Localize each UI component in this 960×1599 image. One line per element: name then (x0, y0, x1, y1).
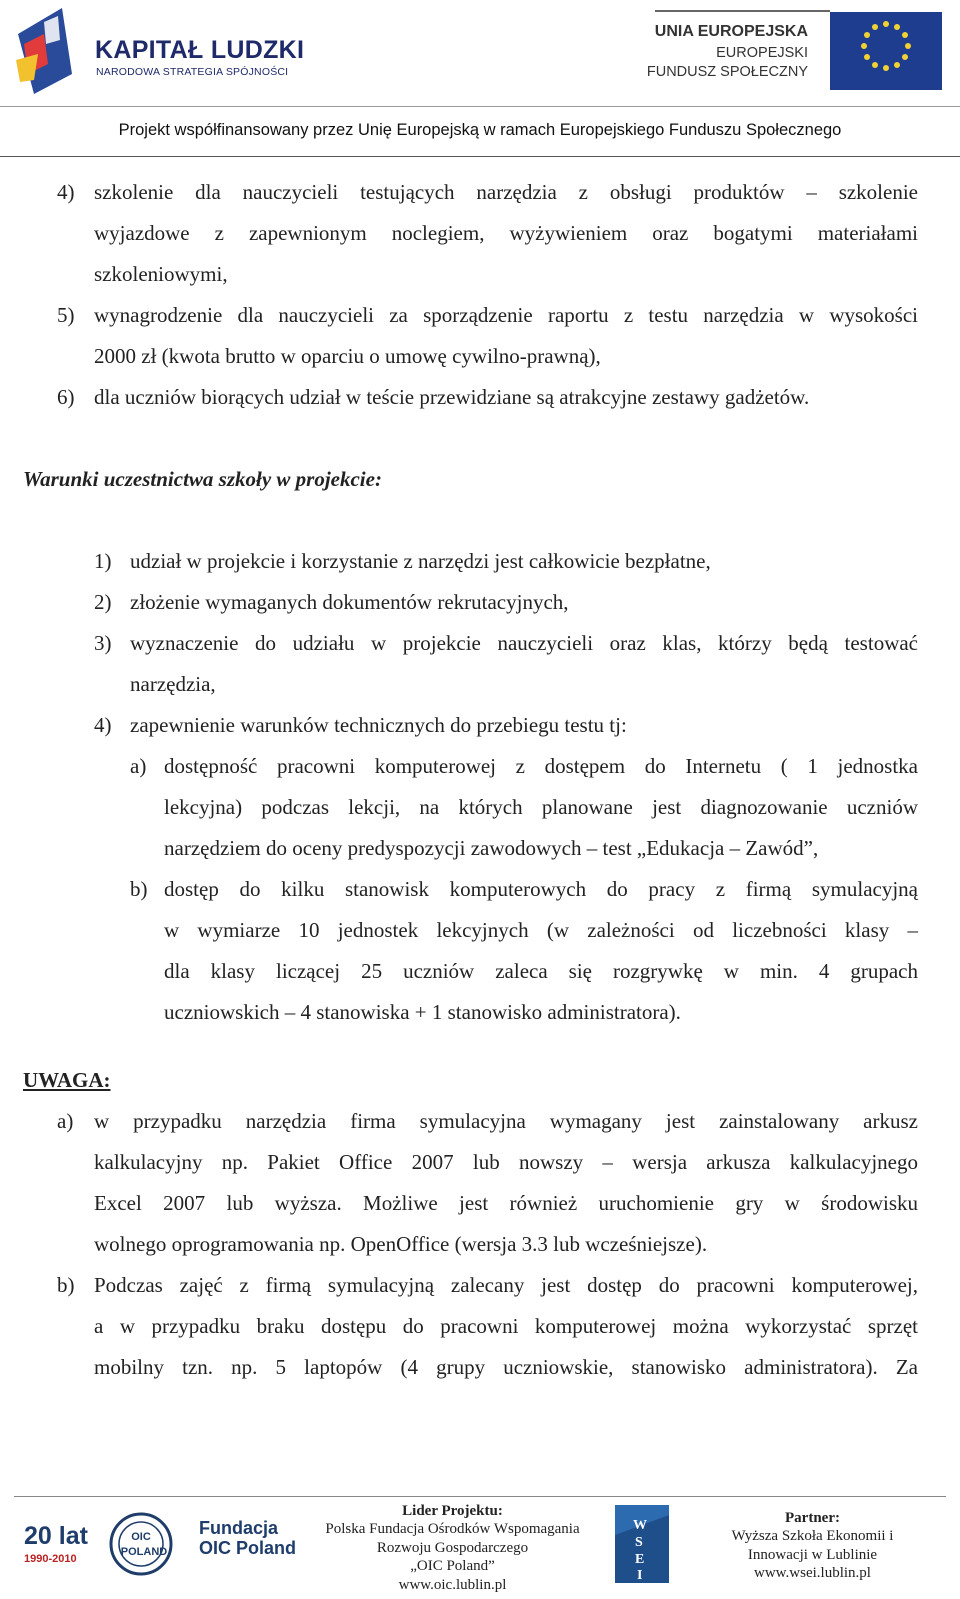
list-item-line: zapewnienie warunków technicznych do przebiegu testu tj: (130, 713, 627, 737)
anniversary-logo: 20 lat (24, 1522, 88, 1550)
note-heading: UWAGA: (23, 1068, 111, 1092)
leader-line: Rozwoju Gospodarczego (376, 1539, 529, 1556)
list-number: a) (57, 1109, 74, 1133)
list-number: 3) (94, 631, 112, 655)
list-item-line: lekcyjna) podczas lekcji, na których planowane jest diagnozowanie uczniów (164, 795, 918, 819)
list-item-line: w wymiarze 10 jednostek lekcyjnych (w zależności od liczebności klasy – (164, 918, 918, 942)
leader-url: www.oic.lublin.pl (398, 1576, 507, 1593)
svg-text:I: I (637, 1568, 643, 1583)
partner-line: Wyższa Szkoła Ekonomii i (731, 1528, 894, 1545)
list-number: 4) (57, 180, 75, 204)
eu-flag-icon (830, 12, 942, 90)
list-item-line: uczniowskich – 4 stanowiska + 1 stanowisko administratora). (164, 1000, 681, 1024)
oic-poland-logo-icon (103, 1508, 185, 1578)
list-item-line: szkoleniowymi, (94, 262, 228, 286)
conditions-heading: Warunki uczestnictwa szkoły w projekcie: (23, 467, 382, 491)
wsei-logo-icon (615, 1505, 669, 1583)
list-item-line: mobilny tzn. np. 5 laptopów (4 grupy uczniowskie, stanowisko administratora). Za (94, 1355, 918, 1379)
kapital-ludzki-title: KAPITAŁ LUDZKI (95, 36, 305, 64)
list-number: 2) (94, 590, 112, 614)
leader-line: Polska Fundacja Ośrodków Wspomagania (325, 1521, 580, 1538)
foundation-line1: Fundacja (199, 1518, 279, 1538)
header-divider-bottom (0, 156, 960, 157)
list-item-line: złożenie wymaganych dokumentów rekrutacyjnych, (130, 590, 569, 614)
project-cofinancing-line: Projekt współfinansowany przez Unię Europejską w ramach Europejskiego Funduszu Społecznego (118, 121, 842, 139)
list-item-line: szkolenie dla nauczycieli testujących narzędzia z obsługi produktów – szkolenie (94, 180, 918, 204)
list-number: b) (130, 877, 148, 901)
list-item-line: wyznaczenie do udziału w projekcie nauczycieli oraz klas, którzy będą testować (130, 631, 918, 655)
partner-title: Partner: (785, 1510, 840, 1526)
list-item-line: narzędzia, (130, 672, 216, 696)
partner-line: Innowacji w Lublinie (747, 1546, 878, 1563)
page-header (0, 0, 960, 160)
list-number: 6) (57, 385, 75, 409)
foundation-logo-text (199, 1518, 296, 1558)
list-item-line: dla klasy liczącej 25 uczniów zaleca się rozgrywkę w min. 4 grupach (164, 959, 918, 983)
list-item-line: a w przypadku braku dostępu do pracowni komputerowej można wykorzystać sprzęt (94, 1314, 918, 1338)
partner-block (720, 1509, 905, 1583)
foundation-line2: OIC Poland (199, 1538, 297, 1558)
list-number: 5) (57, 303, 75, 327)
eu-line2: EUROPEJSKI (716, 45, 808, 61)
list-item-line: w przypadku narzędzia firma symulacyjna wymagany jest zainstalowany arkusz (94, 1109, 918, 1133)
project-leader-block (310, 1502, 595, 1594)
eu-line3: FUNDUSZ SPOŁECZNY (646, 64, 808, 80)
list-item-line: dla uczniów biorących udział w teście przewidziane są atrakcyjne zestawy gadżetów. (94, 385, 810, 409)
oic-badge-text: POLAND (120, 1546, 168, 1558)
list-number: a) (130, 754, 147, 778)
list-item-line: wolnego oprogramowania np. OpenOffice (wersja 3.3 lub wcześniejsze). (94, 1232, 708, 1256)
list-item-line: dostępność pracowni komputerowej z dostępem do Internetu ( 1 jednostka (164, 754, 918, 778)
list-item-line: 2000 zł (kwota brutto w oparciu o umowę cywilno-prawną), (94, 344, 601, 368)
list-number: 1) (94, 549, 112, 573)
list-item-line: narzędziem do oceny predyspozycji zawodowych – test „Edukacja – Zawód”, (164, 836, 819, 860)
list-item-line: dostęp do kilku stanowisk komputerowych do pracy z firmą symulacyjną (164, 877, 918, 901)
kapital-ludzki-subtitle: NARODOWA STRATEGIA SPÓJNOŚCI (96, 66, 289, 78)
list-item-line: Podczas zajęć z firmą symulacyjną zalecany jest dostęp do pracowni komputerowej, (94, 1273, 918, 1297)
anniversary-years: 1990-2010 (24, 1553, 77, 1565)
leader-title: Lider Projektu: (402, 1503, 503, 1519)
svg-text:W: W (633, 1518, 647, 1533)
svg-text:E: E (635, 1552, 645, 1567)
svg-text:S: S (635, 1535, 643, 1550)
eu-text-block (646, 10, 830, 94)
leader-line: „OIC Poland” (410, 1558, 495, 1575)
list-item-line: kalkulacyjny np. Pakiet Office 2007 lub nowszy – wersja arkusza kalkulacyjnego (94, 1150, 918, 1174)
footer-divider (14, 1496, 946, 1497)
list-item-line: udział w projekcie i korzystanie z narzędzi jest całkowicie bezpłatne, (130, 549, 711, 573)
list-item-line: wyjazdowe z zapewnionym noclegiem, wyżywieniem oraz bogatymi materiałami (94, 221, 918, 245)
list-item-line: wynagrodzenie dla nauczycieli za sporządzenie raportu z testu narzędzia w wysokości (94, 303, 918, 327)
eu-line1: UNIA EUROPEJSKA (654, 23, 808, 40)
header-divider (0, 106, 960, 107)
list-number: 4) (94, 713, 112, 737)
partner-url: www.wsei.lublin.pl (754, 1565, 871, 1582)
list-item-line: Excel 2007 lub wyższa. Możliwe jest również uruchomienie gry w środowisku (94, 1191, 918, 1215)
svg-text:OIC: OIC (131, 1531, 151, 1543)
list-number: b) (57, 1273, 75, 1297)
kapital-ludzki-logo-icon (14, 4, 76, 98)
